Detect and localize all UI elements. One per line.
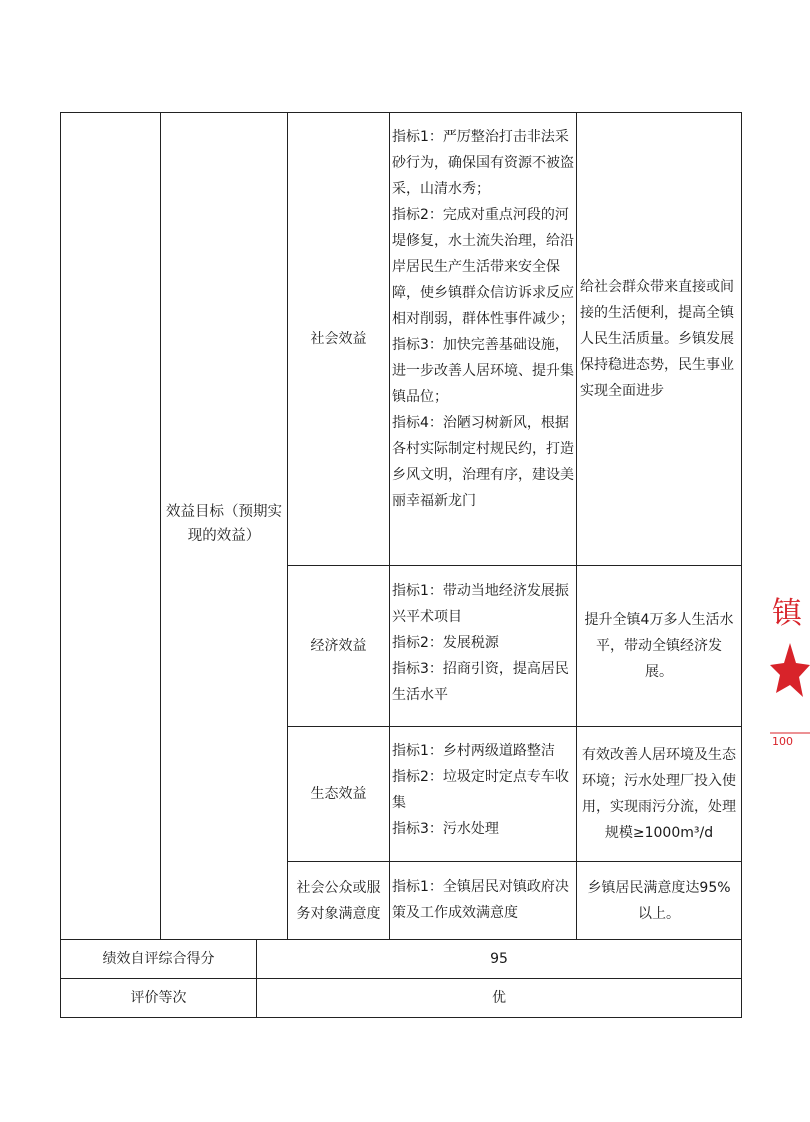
sub-category-cell bbox=[288, 727, 389, 861]
sub-category-cell bbox=[288, 862, 389, 939]
result-text: 有效改善人居环境及生态环境；污水处理厂投入使用，实现雨污分流，处理规模≥1000m³/d bbox=[582, 747, 736, 841]
grade-value: 优 bbox=[492, 990, 506, 1006]
indicator-text: 指标1：乡村两级道路整洁 bbox=[392, 743, 555, 759]
seal-icon bbox=[770, 585, 810, 755]
svg-text:100: 100 bbox=[772, 735, 793, 748]
indicator-text: 指标1：严厉整治打击非法采砂行为，确保国有资源不被盗采，山清水秀； bbox=[392, 129, 574, 197]
indicator-text: 指标4：治陋习树新风，根据各村实际制定村规民约，打造乡风文明，治理有序，建设美丽幸福新龙门 bbox=[392, 415, 574, 509]
indicator-text: 指标2：垃圾定时定点专车收集 bbox=[392, 769, 569, 811]
indicator-text: 指标2：发展税源 bbox=[392, 635, 499, 651]
result-cell bbox=[577, 566, 741, 726]
category-cell bbox=[161, 480, 287, 568]
col-divider-3 bbox=[389, 112, 390, 939]
result-cell bbox=[577, 727, 741, 861]
sub-category-label: 经济效益 bbox=[310, 638, 367, 654]
table-border-bottom bbox=[60, 1017, 742, 1018]
result-text: 乡镇居民满意度达95%以上。 bbox=[587, 879, 731, 922]
sub-category-label: 社会公众或服务对象满意度 bbox=[296, 879, 381, 922]
result-text: 提升全镇4万多人生活水平，带动全镇经济发展。 bbox=[584, 612, 734, 680]
indicator-cell bbox=[392, 578, 574, 708]
score-value-cell bbox=[257, 940, 741, 978]
indicator-text: 指标1：带动当地经济发展振兴平术项目 bbox=[392, 583, 569, 625]
sub-category-label: 生态效益 bbox=[310, 786, 367, 802]
grade-label: 评价等次 bbox=[130, 990, 187, 1006]
score-value: 95 bbox=[490, 951, 508, 967]
sub-category-label: 社会效益 bbox=[310, 331, 367, 347]
result-cell bbox=[577, 113, 741, 565]
indicator-text: 指标3：加快完善基础设施，进一步改善人居环境、提升集镇品位； bbox=[392, 337, 574, 405]
indicator-text: 指标1：全镇居民对镇政府决策及工作成效满意度 bbox=[392, 879, 569, 921]
category-label: 效益目标（预期实现的效益） bbox=[166, 504, 282, 544]
indicator-cell bbox=[392, 124, 574, 514]
seal-stamp bbox=[770, 585, 802, 755]
score-label-cell bbox=[61, 940, 256, 978]
score-label: 绩效自评综合得分 bbox=[102, 951, 215, 967]
indicator-text: 指标3：招商引资，提高居民生活水平 bbox=[392, 661, 569, 703]
grade-value-cell bbox=[257, 979, 741, 1017]
sub-category-cell bbox=[288, 113, 389, 565]
indicator-text: 指标2：完成对重点河段的河堤修复，水土流失治理，给沿岸居民生产生活带来安全保障，使乡镇群众信访诉求反应相对削弱，群体性事件减少； bbox=[392, 207, 574, 327]
result-text: 给社会群众带来直接或间接的生活便利，提高全镇人民生活质量。乡镇发展保持稳进态势，民生事业实现全面进步 bbox=[580, 279, 734, 399]
indicator-cell bbox=[392, 738, 574, 842]
sub-category-cell bbox=[288, 566, 389, 726]
indicator-text: 指标3：污水处理 bbox=[392, 821, 499, 837]
svg-text:镇: 镇 bbox=[772, 596, 802, 631]
result-cell bbox=[577, 862, 741, 939]
table-border-left bbox=[60, 112, 61, 1018]
indicator-cell bbox=[392, 874, 574, 926]
grade-label-cell bbox=[61, 979, 256, 1017]
